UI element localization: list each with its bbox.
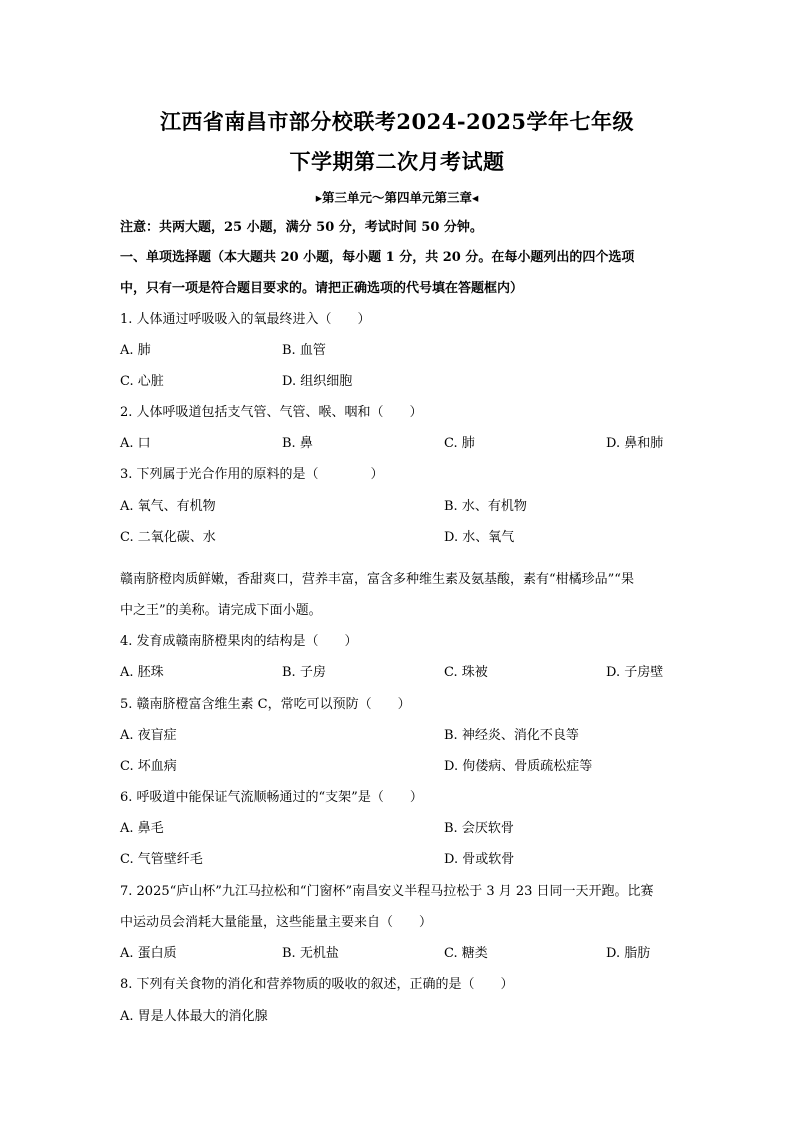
question-6-option-d: D. 骨或软骨	[444, 852, 515, 867]
question-1-option-d: D. 组织细胞	[282, 374, 353, 389]
question-2-option-a: A. 口	[120, 436, 151, 451]
question-7-option-c: C. 糖类	[444, 946, 488, 961]
question-7-option-a: A. 蛋白质	[120, 946, 177, 961]
question-4-option-c: C. 珠被	[444, 665, 488, 680]
question-1-option-a: A. 肺	[120, 343, 151, 358]
question-5-option-c: C. 坏血病	[120, 759, 177, 774]
question-3-option-a: A. 氧气、有机物	[120, 499, 216, 514]
question-2-option-b: B. 鼻	[282, 436, 313, 451]
section-1-instructions-line-2: 中，只有一项是符合题目要求的。请把正确选项的代号填在答题框内）	[120, 281, 524, 296]
question-4-option-b: B. 子房	[282, 665, 326, 680]
question-1-stem: 1. 人体通过呼吸吸入的氧最终进入（ ）	[120, 312, 371, 327]
question-3-stem: 3. 下列属于光合作用的原料的是（ ）	[120, 467, 384, 482]
question-2-option-d: D. 鼻和肺	[606, 436, 664, 451]
question-6-option-a: A. 鼻毛	[120, 821, 164, 836]
question-2-stem: 2. 人体呼吸道包括支气管、气管、喉、咽和（ ）	[120, 405, 423, 420]
question-5-option-d: D. 佝偻病、骨质疏松症等	[444, 759, 593, 774]
question-1-option-b: B. 血管	[282, 343, 326, 358]
question-7-stem-line-2: 中运动员会消耗大量能量，这些能量主要来自（ ）	[120, 915, 433, 930]
passage-line-1: 赣南脐橙肉质鲜嫩，香甜爽口，营养丰富，富含多种维生素及氨基酸，素有“柑橘珍品”“果	[120, 572, 634, 587]
question-4-option-a: A. 胚珠	[120, 665, 164, 680]
exam-title-line-1: 江西省南昌市部分校联考2024-2025学年七年级	[159, 109, 635, 134]
question-5-option-a: A. 夜盲症	[120, 728, 177, 743]
passage-line-2: 中之王”的美称。请完成下面小题。	[120, 603, 322, 618]
question-8-stem: 8. 下列有关食物的消化和营养物质的吸收的叙述，正确的是（ ）	[120, 977, 514, 992]
exam-notice: 注意：共两大题，25 小题，满分 50 分，考试时间 50 分钟。	[120, 220, 483, 235]
exam-title-line-2: 下学期第二次月考试题	[289, 149, 505, 174]
question-8-option-a: A. 胃是人体最大的消化腺	[120, 1009, 268, 1024]
question-1-option-c: C. 心脏	[120, 374, 164, 389]
question-6-option-b: B. 会厌软骨	[444, 821, 514, 836]
section-1-instructions-line-1: 一、单项选择题（本大题共 20 小题，每小题 1 分，共 20 分。在每小题列出的四个选项	[120, 250, 635, 265]
question-7-option-b: B. 无机盐	[282, 946, 339, 961]
question-7-stem-line-1: 7. 2025“庐山杯”九江马拉松和“门窗杯”南昌安义半程马拉松于 3 月 23 日同一天开跑。比赛	[120, 884, 654, 899]
question-3-option-b: B. 水、有机物	[444, 499, 527, 514]
exam-scope: ▸第三单元～第四单元第三章◂	[315, 190, 479, 205]
question-5-option-b: B. 神经炎、消化不良等	[444, 728, 579, 743]
question-3-option-d: D. 水、氧气	[444, 530, 515, 545]
question-4-option-d: D. 子房壁	[606, 665, 664, 680]
question-4-stem: 4. 发育成赣南脐橙果肉的结构是（ ）	[120, 634, 358, 649]
question-6-stem: 6. 呼吸道中能保证气流顺畅通过的“支架”是（ ）	[120, 790, 423, 805]
question-6-option-c: C. 气管壁纤毛	[120, 852, 203, 867]
question-2-option-c: C. 肺	[444, 436, 475, 451]
question-7-option-d: D. 脂肪	[606, 946, 651, 961]
question-3-option-c: C. 二氧化碳、水	[120, 530, 216, 545]
question-5-stem: 5. 赣南脐橙富含维生素 C，常吃可以预防（ ）	[120, 697, 411, 712]
